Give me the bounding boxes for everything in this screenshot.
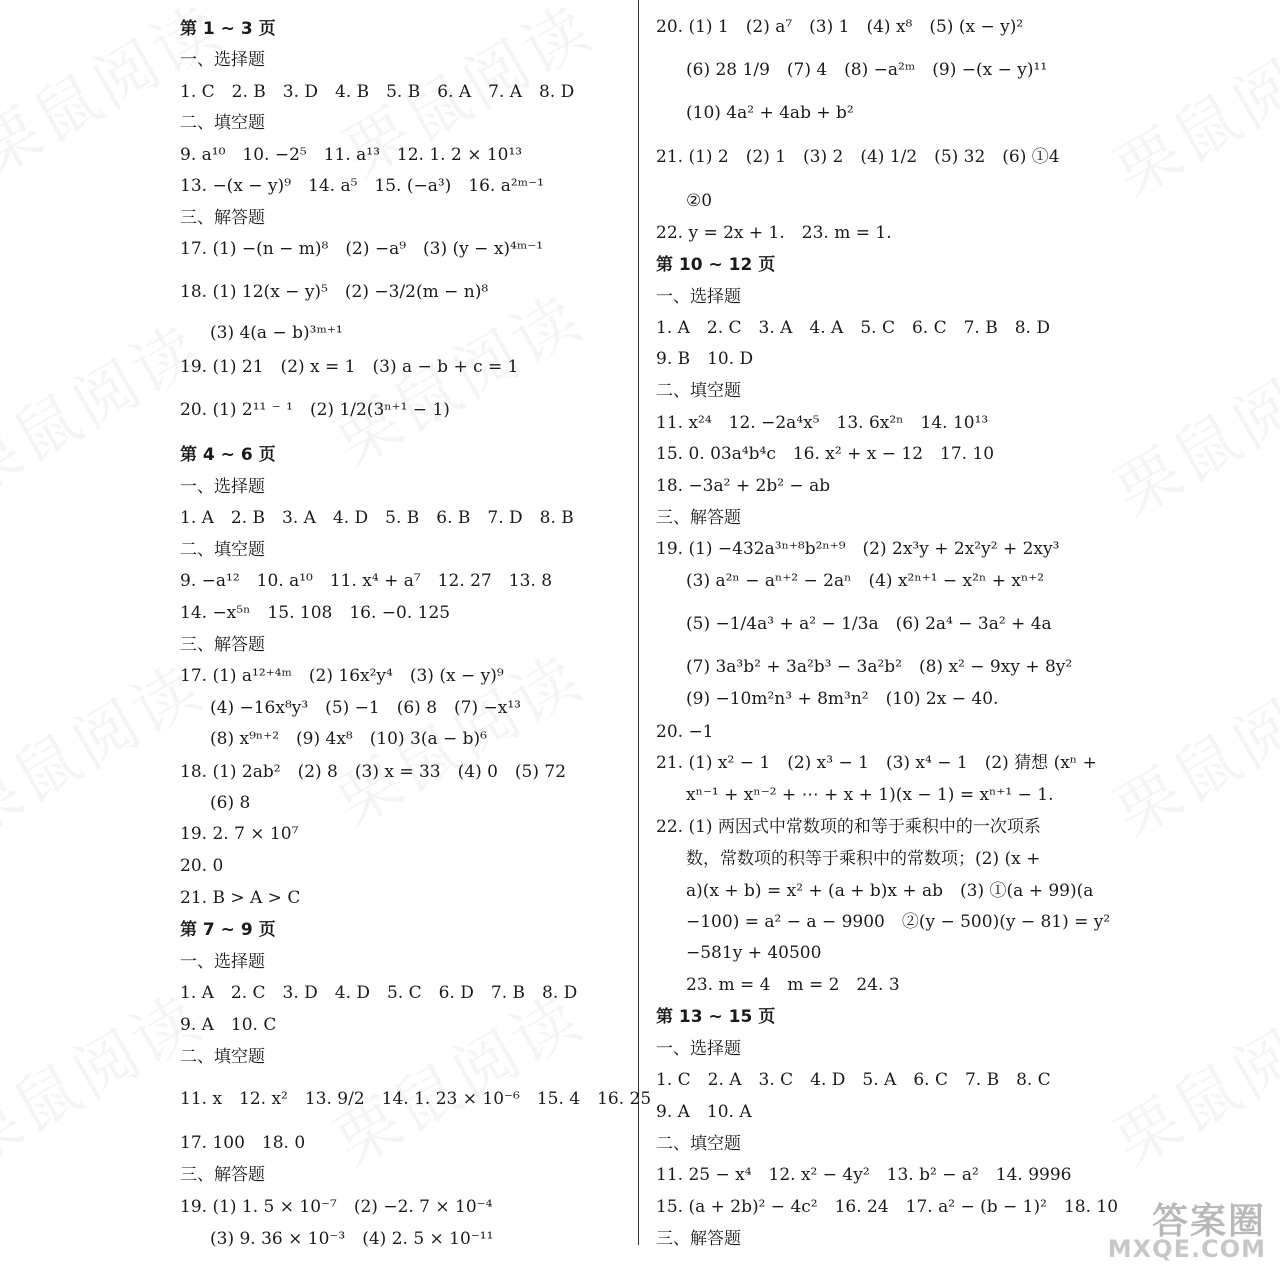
- page-range-heading: 第 4 ~ 6 页: [180, 445, 276, 465]
- answer-line: 19. (1) −432a³ⁿ⁺⁸b²ⁿ⁺⁹ (2) 2x³y + 2x²y² + 2xy³: [656, 539, 1060, 559]
- site-logo: [1107, 1193, 1266, 1263]
- answer-line: (9) −10m²n³ + 8m³n² (10) 2x − 40.: [686, 689, 999, 709]
- answer-line: (3) 4(a − b)³ᵐ⁺¹: [210, 323, 343, 343]
- answer-line: 22. y = 2x + 1. 23. m = 1.: [656, 223, 892, 243]
- answer-line: 17. 100 18. 0: [180, 1133, 306, 1153]
- section-heading: 三、解答题: [656, 1229, 741, 1249]
- answer-line: 22. (1) 两因式中常数项的和等于乘积中的一次项系: [656, 817, 1041, 837]
- section-heading: 一、选择题: [656, 1039, 741, 1059]
- answer-line: (6) 28 1/9 (7) 4 (8) −a²ᵐ (9) −(x − y)¹¹: [686, 60, 1048, 80]
- answer-line: 21. (1) 2 (2) 1 (3) 2 (4) 1/2 (5) 32 (6) ①4: [656, 147, 1060, 167]
- section-heading: 二、填空题: [656, 1134, 741, 1154]
- answer-line: 20. (1) 1 (2) a⁷ (3) 1 (4) x⁸ (5) (x − y)²: [656, 17, 1024, 37]
- answer-line: 21. B > A > C: [180, 888, 301, 908]
- answer-line: 1. C 2. A 3. C 4. D 5. A 6. C 7. B 8. C: [656, 1070, 1051, 1090]
- answer-line: (3) a²ⁿ − aⁿ⁺² − 2aⁿ (4) x²ⁿ⁺¹ − x²ⁿ + xⁿ⁺²: [686, 571, 1045, 591]
- answer-line: 23. m = 4 m = 2 24. 3: [686, 975, 900, 995]
- answer-line: (7) 3a³b² + 3a²b³ − 3a²b² (8) x² − 9xy + 8y²: [686, 657, 1073, 677]
- answer-line: 17. (1) −(n − m)⁸ (2) −a⁹ (3) (y − x)⁴ᵐ⁻¹: [180, 239, 544, 259]
- answer-line: 18. (1) 2ab² (2) 8 (3) x = 33 (4) 0 (5) 72: [180, 762, 567, 782]
- watermark: [1095, 638, 1280, 854]
- section-heading: 二、填空题: [180, 540, 265, 560]
- answer-line: 13. −(x − y)⁹ 14. a⁵ 15. (−a³) 16. a²ᵐ⁻¹: [180, 176, 544, 196]
- watermark: [1095, 968, 1280, 1184]
- section-heading: 二、填空题: [180, 113, 265, 133]
- answer-line: (3) 9. 36 × 10⁻³ (4) 2. 5 × 10⁻¹¹: [210, 1229, 494, 1249]
- section-heading: 一、选择题: [180, 952, 265, 972]
- watermark: [1095, 0, 1280, 214]
- answer-line: 14. −x⁵ⁿ 15. 108 16. −0. 125: [180, 603, 451, 623]
- answer-line: 15. 0. 03a⁴b⁴c 16. x² + x − 12 17. 10: [656, 444, 995, 464]
- answer-line: 17. (1) a¹²⁺⁴ᵐ (2) 16x²y⁴ (3) (x − y)⁹: [180, 666, 504, 686]
- section-heading: 三、解答题: [180, 208, 265, 228]
- answer-line: 9. A 10. A: [656, 1102, 752, 1122]
- answer-line: 20. 0: [180, 856, 224, 876]
- section-heading: 二、填空题: [656, 381, 741, 401]
- answer-line: (8) x⁹ⁿ⁺² (9) 4x⁸ (10) 3(a − b)⁶: [210, 729, 487, 749]
- section-heading: 一、选择题: [180, 477, 265, 497]
- answer-line: 21. (1) x² − 1 (2) x³ − 1 (3) x⁴ − 1 (2) 猜想 (xⁿ +: [656, 753, 1097, 773]
- answer-line: −581y + 40500: [686, 943, 822, 963]
- column-divider: [638, 0, 639, 1245]
- watermark: [1095, 318, 1280, 534]
- answer-line: a)(x + b) = x² + (a + b)x + ab (3) ①(a + 99)(a: [686, 881, 1094, 901]
- answer-line: 1. C 2. B 3. D 4. B 5. B 6. A 7. A 8. D: [180, 82, 575, 102]
- page-range-heading: 第 13 ~ 15 页: [656, 1007, 776, 1027]
- page-range-heading: 第 7 ~ 9 页: [180, 920, 276, 940]
- section-heading: 三、解答题: [180, 1165, 265, 1185]
- page-range-heading: 第 1 ~ 3 页: [180, 19, 276, 39]
- answer-line: 1. A 2. C 3. D 4. D 5. C 6. D 7. B 8. D: [180, 983, 578, 1003]
- section-heading: 三、解答题: [180, 635, 265, 655]
- logo-url-text: MXQE.COM: [1107, 1235, 1266, 1263]
- answer-line: 1. A 2. B 3. A 4. D 5. B 6. B 7. D 8. B: [180, 508, 574, 528]
- answer-line: (10) 4a² + 4ab + b²: [686, 103, 854, 123]
- answer-line: (4) −16x⁸y³ (5) −1 (6) 8 (7) −x¹³: [210, 698, 521, 718]
- answer-line: 15. (a + 2b)² − 4c² 16. 24 17. a² − (b − 1)² 18. 10: [656, 1197, 1119, 1217]
- answer-line: 1. A 2. C 3. A 4. A 5. C 6. C 7. B 8. D: [656, 318, 1050, 338]
- page-range-heading: 第 10 ~ 12 页: [656, 255, 776, 275]
- answer-line: 9. A 10. C: [180, 1015, 277, 1035]
- answer-line: 数，常数项的积等于乘积中的常数项；(2) (x +: [686, 849, 1041, 869]
- answer-line: (6) 8: [210, 793, 251, 813]
- section-heading: 一、选择题: [180, 50, 265, 70]
- section-heading: 二、填空题: [180, 1047, 265, 1067]
- answer-line: 19. (1) 21 (2) x = 1 (3) a − b + c = 1: [180, 357, 519, 377]
- answer-line: 11. x 12. x² 13. 9/2 14. 1. 23 × 10⁻⁶ 15. 4 16. 25: [180, 1089, 652, 1109]
- answer-line: 9. −a¹² 10. a¹⁰ 11. x⁴ + a⁷ 12. 27 13. 8: [180, 571, 553, 591]
- answer-line: 11. x²⁴ 12. −2a⁴x⁵ 13. 6x²ⁿ 14. 10¹³: [656, 413, 989, 433]
- answer-line: −100) = a² − a − 9900 ②(y − 500)(y − 81) = y²: [686, 912, 1111, 932]
- section-heading: 三、解答题: [656, 508, 741, 528]
- answer-line: (5) −1/4a³ + a² − 1/3a (6) 2a⁴ − 3a² + 4a: [686, 614, 1052, 634]
- answer-line: xⁿ⁻¹ + xⁿ⁻² + ⋯ + x + 1)(x − 1) = xⁿ⁺¹ − 1.: [686, 785, 1054, 805]
- answer-line: 19. 2. 7 × 10⁷: [180, 824, 299, 844]
- answer-line: 20. (1) 2¹¹ ⁻ ¹ (2) 1/2(3ⁿ⁺¹ − 1): [180, 400, 450, 420]
- answer-line: 18. (1) 12(x − y)⁵ (2) −3/2(m − n)⁸: [180, 282, 489, 302]
- answer-line: ②0: [686, 191, 713, 211]
- answer-line: 20. −1: [656, 722, 714, 742]
- section-heading: 一、选择题: [656, 287, 741, 307]
- answer-line: 18. −3a² + 2b² − ab: [656, 476, 831, 496]
- answer-line: 9. a¹⁰ 10. −2⁵ 11. a¹³ 12. 1. 2 × 10¹³: [180, 145, 523, 165]
- answer-line: 11. 25 − x⁴ 12. x² − 4y² 13. b² − a² 14. 9996: [656, 1165, 1072, 1185]
- answer-line: 9. B 10. D: [656, 349, 754, 369]
- answer-line: 19. (1) 1. 5 × 10⁻⁷ (2) −2. 7 × 10⁻⁴: [180, 1197, 493, 1217]
- logo-brand-text: 答案圈: [1151, 1201, 1266, 1242]
